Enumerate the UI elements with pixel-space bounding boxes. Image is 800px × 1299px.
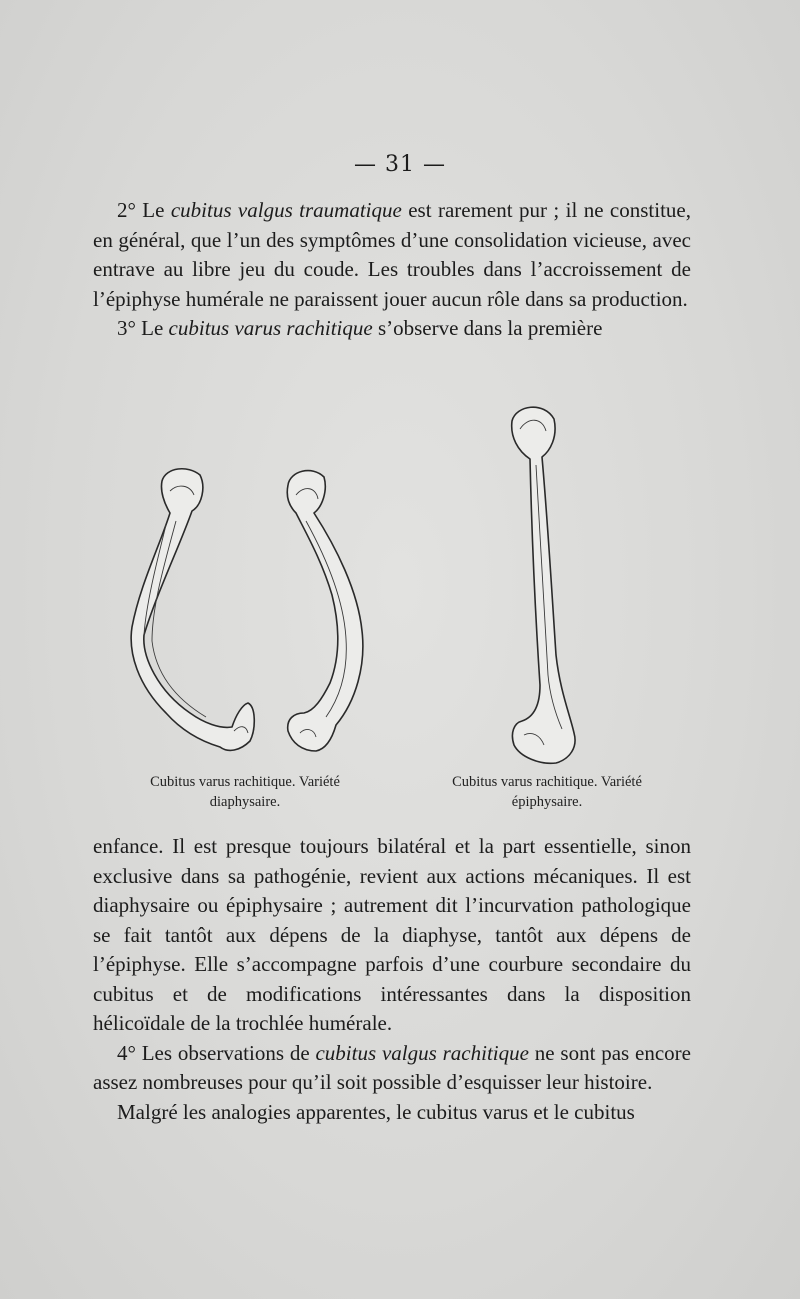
humerus-illustrations — [100, 395, 700, 770]
italic-term: cubitus varus rachitique — [168, 316, 373, 340]
paragraph-text: s’observe dans la première — [372, 316, 603, 340]
bone-figure — [100, 395, 700, 770]
caption-diaphysaire — [120, 772, 370, 812]
paragraph-cubitus-valgus-traumatique — [93, 196, 691, 314]
humerus-diaphysaire-middle — [287, 471, 363, 751]
caption-line: épiphysaire. — [511, 794, 583, 810]
humerus-diaphysaire-left — [131, 469, 254, 751]
page-number: — 31 — — [354, 152, 446, 177]
paragraph-cubitus-valgus-rachitique — [93, 1039, 691, 1098]
caption-line: Cubitus varus rachitique. Variété — [452, 774, 642, 790]
text-block-bottom — [93, 832, 691, 1127]
humerus-epiphysaire-right — [512, 407, 575, 763]
italic-term: cubitus valgus rachitique — [315, 1040, 529, 1065]
italic-term: cubitus valgus traumatique — [170, 198, 402, 222]
caption-line: Cubitus varus rachitique. Variété — [150, 774, 340, 790]
paragraph-malgre: Malgré les analogies apparentes, le cubitus varus et le cubitus — [117, 1099, 635, 1124]
paragraph-text: ne sont pas encore assez nombreuses pour qu’il soit possible d’esquisser leur histoire. — [93, 1040, 691, 1094]
paragraph-lead: 3° Le — [117, 316, 169, 340]
paragraph-lead: 4° Les observations de — [117, 1040, 316, 1065]
text-block-top — [93, 196, 691, 344]
paragraph-lead: 2° Le — [117, 198, 171, 222]
paragraph-cubitus-varus-rachitique — [93, 314, 691, 344]
caption-epiphysaire — [412, 772, 682, 812]
paragraph-enfance: enfance. Il est presque toujours bilatéral et la part essentielle, sinon exclusive dans sa pathogénie, revient aux actions mécaniques. Il est diaphysaire ou épiphysaire ; autrement dit l’incurvation pathologique se fait tantôt aux dépens de la diaphyse, tantôt aux dépens de l’épiphyse. Elle s’accompagne parfois d’une courbure secondaire du cubitus et de modifications intéressantes dans la disposition hélicoïdale de la trochlée humérale. — [93, 834, 691, 1035]
paragraph-text: est rarement pur ; il ne constitue, en général, que l’un des symptômes d’une consolidation vicieuse, avec entrave au libre jeu du coude. Les troubles dans l’accroissement de l’épiphyse humérale ne paraissent jouer aucun rôle dans sa production. — [93, 198, 691, 311]
caption-line: diaphysaire. — [209, 794, 281, 810]
